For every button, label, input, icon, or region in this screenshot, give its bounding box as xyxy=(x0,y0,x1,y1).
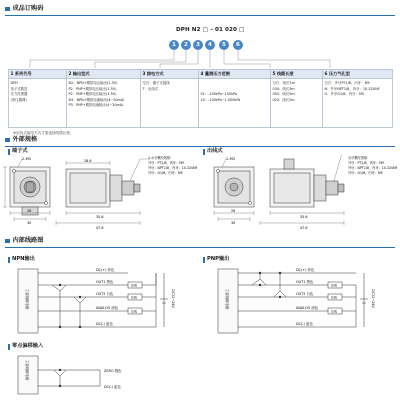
cell-text: 020：线长2m xyxy=(272,97,295,102)
code-model: N2 xyxy=(191,27,201,33)
npn-wire-out2: OUT2 白色 xyxy=(96,292,114,296)
cell-cable xyxy=(271,79,323,128)
zero-main-label: 主要线路电路 xyxy=(25,360,29,381)
cell-output xyxy=(67,79,141,128)
header-output: 2 输出型式 xyxy=(67,70,141,79)
zero-wire-zero: ZERO 橙色 xyxy=(104,369,122,373)
code-circle-2: 2 xyxy=(181,40,191,50)
terminal-type-drawing xyxy=(0,155,200,235)
sub-label: 出线式 xyxy=(207,148,223,155)
pnp-wire-out1: OUT1 黑色 xyxy=(296,280,314,284)
cell-text: 030：线长3m xyxy=(272,86,295,91)
npn-load-3: 负载 xyxy=(131,309,138,314)
cell-text: N：外牙NPT1/8，内牙：10-32UNF xyxy=(324,86,380,91)
cable-callout-1: 女牙螺纹规格： xyxy=(348,156,371,160)
cell-text: 电子式数显 xyxy=(10,86,28,91)
terminal-dim-w2: 30 xyxy=(27,221,32,225)
cell-range xyxy=(199,79,271,128)
cable-dim-w2: 30 xyxy=(231,221,236,225)
code-circle-1: 1 xyxy=(169,40,179,50)
table-note: ※出线式接电方式才需选择线缆长度。 xyxy=(13,131,74,135)
terminal-callout-2: 外牙：PT1/8，内牙：M5 xyxy=(148,161,185,165)
section-ordering-label: 成品订购码 xyxy=(12,5,44,12)
zero-wire-dcn: DC(-) 蓝色 xyxy=(104,385,121,389)
pnp-load-2: 负载 xyxy=(331,295,338,300)
npn-load-1: 负载 xyxy=(131,283,138,288)
sub-label: 零点偏移输入 xyxy=(12,343,44,350)
sub-label: PNP输出 xyxy=(207,256,230,263)
code-circle-5: 5 xyxy=(219,40,229,50)
cell-text: 空白：线长1m xyxy=(272,81,295,85)
sub-label: 端子式 xyxy=(12,148,28,155)
header-range: 4 量测压力范围 xyxy=(199,70,271,79)
section-dimensions-label: 外部规格 xyxy=(12,136,38,143)
code-circle-6: 6 xyxy=(233,40,243,50)
cell-series xyxy=(9,79,67,128)
header-connection: 3 接电方式 xyxy=(141,70,199,79)
pnp-main-label: 主要线路电路 xyxy=(225,289,229,310)
cell-text: P3：PNP+模拟电流输出(4~20mA) xyxy=(68,103,124,108)
header-port: 6 压力气孔型 xyxy=(323,70,393,79)
cable-dim-mid: 35.6 xyxy=(300,215,308,219)
sub-bar-icon xyxy=(8,344,10,350)
square-bullet-icon xyxy=(5,239,10,244)
cable-callout-3: 外牙：NPT1/8，内牙：10-32UNF xyxy=(348,166,398,170)
cell-text: 050：线长5m xyxy=(272,92,295,97)
cell-spacer xyxy=(201,81,269,92)
cell-text: T：出线式 xyxy=(142,86,159,91)
code-circle-3: 3 xyxy=(193,40,203,50)
cell-text: DPH xyxy=(10,81,18,85)
pnp-wiring-diagram xyxy=(200,263,400,341)
cell-text: (背压器网) xyxy=(10,97,27,102)
cell-text: 01：-100kPa~100kPa xyxy=(200,92,238,96)
section-divider xyxy=(5,247,395,248)
terminal-dim-w1: 26 xyxy=(27,209,32,213)
cell-text: P2：PNP+模拟电压输出(1-5V) xyxy=(68,92,117,97)
cell-text: P2：PNP+模拟电压输出(1-5V) xyxy=(68,86,117,91)
header-series: 1 系列代号 xyxy=(9,70,67,79)
npn-main-label: 主要线路电路 xyxy=(25,289,29,310)
spec-table xyxy=(8,69,393,128)
cable-type-drawing xyxy=(200,155,400,235)
terminal-dim-mid: 35.6 xyxy=(96,215,104,219)
cable-dim-w1: 26 xyxy=(231,209,236,213)
npn-load-2: 负载 xyxy=(131,295,138,300)
npn-wire-dcp: DC(+) 棕色 xyxy=(96,268,115,272)
npn-supply: DC12~24V xyxy=(171,289,175,308)
npn-wire-dcn: DC(-) 蓝色 xyxy=(96,322,113,326)
sub-label: NPN输出 xyxy=(12,256,35,263)
cell-text: 10：-100kPa~1,000kPa xyxy=(200,97,241,102)
cable-dim-total: 47.8 xyxy=(300,226,308,230)
cable-callout-4: 外牙：G1/8，内牙：M5 xyxy=(348,171,383,175)
zero-input-diagram xyxy=(0,352,200,398)
npn-wiring-diagram xyxy=(0,263,200,341)
pnp-wire-dcn: DC(-) 蓝色 xyxy=(296,322,313,326)
terminal-dim-top: 28.6 xyxy=(84,159,92,163)
cell-text: 空白：外牙PT1/8，内牙：M5 xyxy=(324,81,370,85)
terminal-dim-total: 47.8 xyxy=(96,226,104,230)
npn-wire-analog: ANALOG 绿色 xyxy=(96,306,119,310)
terminal-callout-4: 外牙：G1/8，内牙：M5 xyxy=(148,171,183,175)
npn-wire-out1: OUT1 黑色 xyxy=(96,280,114,284)
code-leader-lines xyxy=(0,0,400,70)
square-bullet-icon xyxy=(5,138,10,143)
pnp-load-1: 负载 xyxy=(331,283,338,288)
pnp-wire-out2: OUT2 白色 xyxy=(296,292,314,296)
spec-table-header xyxy=(9,70,393,79)
terminal-nut-label: 2-M3 xyxy=(22,157,31,161)
section-dimensions-title xyxy=(5,137,37,143)
section-wiring-label: 内部线路图 xyxy=(12,237,44,244)
code-circle-4: 4 xyxy=(205,40,215,50)
section-wiring-title xyxy=(5,238,43,244)
pnp-load-3: 负载 xyxy=(331,309,338,314)
cell-connection xyxy=(141,79,199,128)
terminal-callout-3: 外牙：NPT1/8，内牙：10-32UNF xyxy=(148,166,198,170)
cell-text: 压力传感器 xyxy=(10,92,28,97)
cell-text: 空白：端子式接线 xyxy=(142,81,170,85)
cable-callout-2: 外牙：PT1/8，内牙：M5 xyxy=(348,161,385,165)
terminal-callout-1: 1.女牙螺纹规格： xyxy=(148,156,174,160)
cell-text: N3：NPN+模拟电流输出(4~20mA) xyxy=(68,97,125,102)
code-rest: □ – 01 020 □ xyxy=(202,27,245,33)
pnp-supply: DC12~24V xyxy=(371,289,375,308)
table-row xyxy=(9,79,393,128)
cell-text: N2：NPN+模拟电压输出(1-5V) xyxy=(68,81,118,85)
code-prefix: DPH xyxy=(176,27,190,33)
header-cable: 5 线缆长度 xyxy=(271,70,323,79)
zero-title xyxy=(8,344,43,350)
cell-port xyxy=(323,79,393,128)
section-divider xyxy=(5,146,395,147)
cable-nut-label: 2-M3 xyxy=(226,157,235,161)
pnp-wire-dcp: DC(+) 棕色 xyxy=(296,268,315,272)
pnp-wire-analog: ANALOG 绿色 xyxy=(296,306,319,310)
cell-text: G：外牙G1/8，内牙：M5 xyxy=(324,92,365,97)
